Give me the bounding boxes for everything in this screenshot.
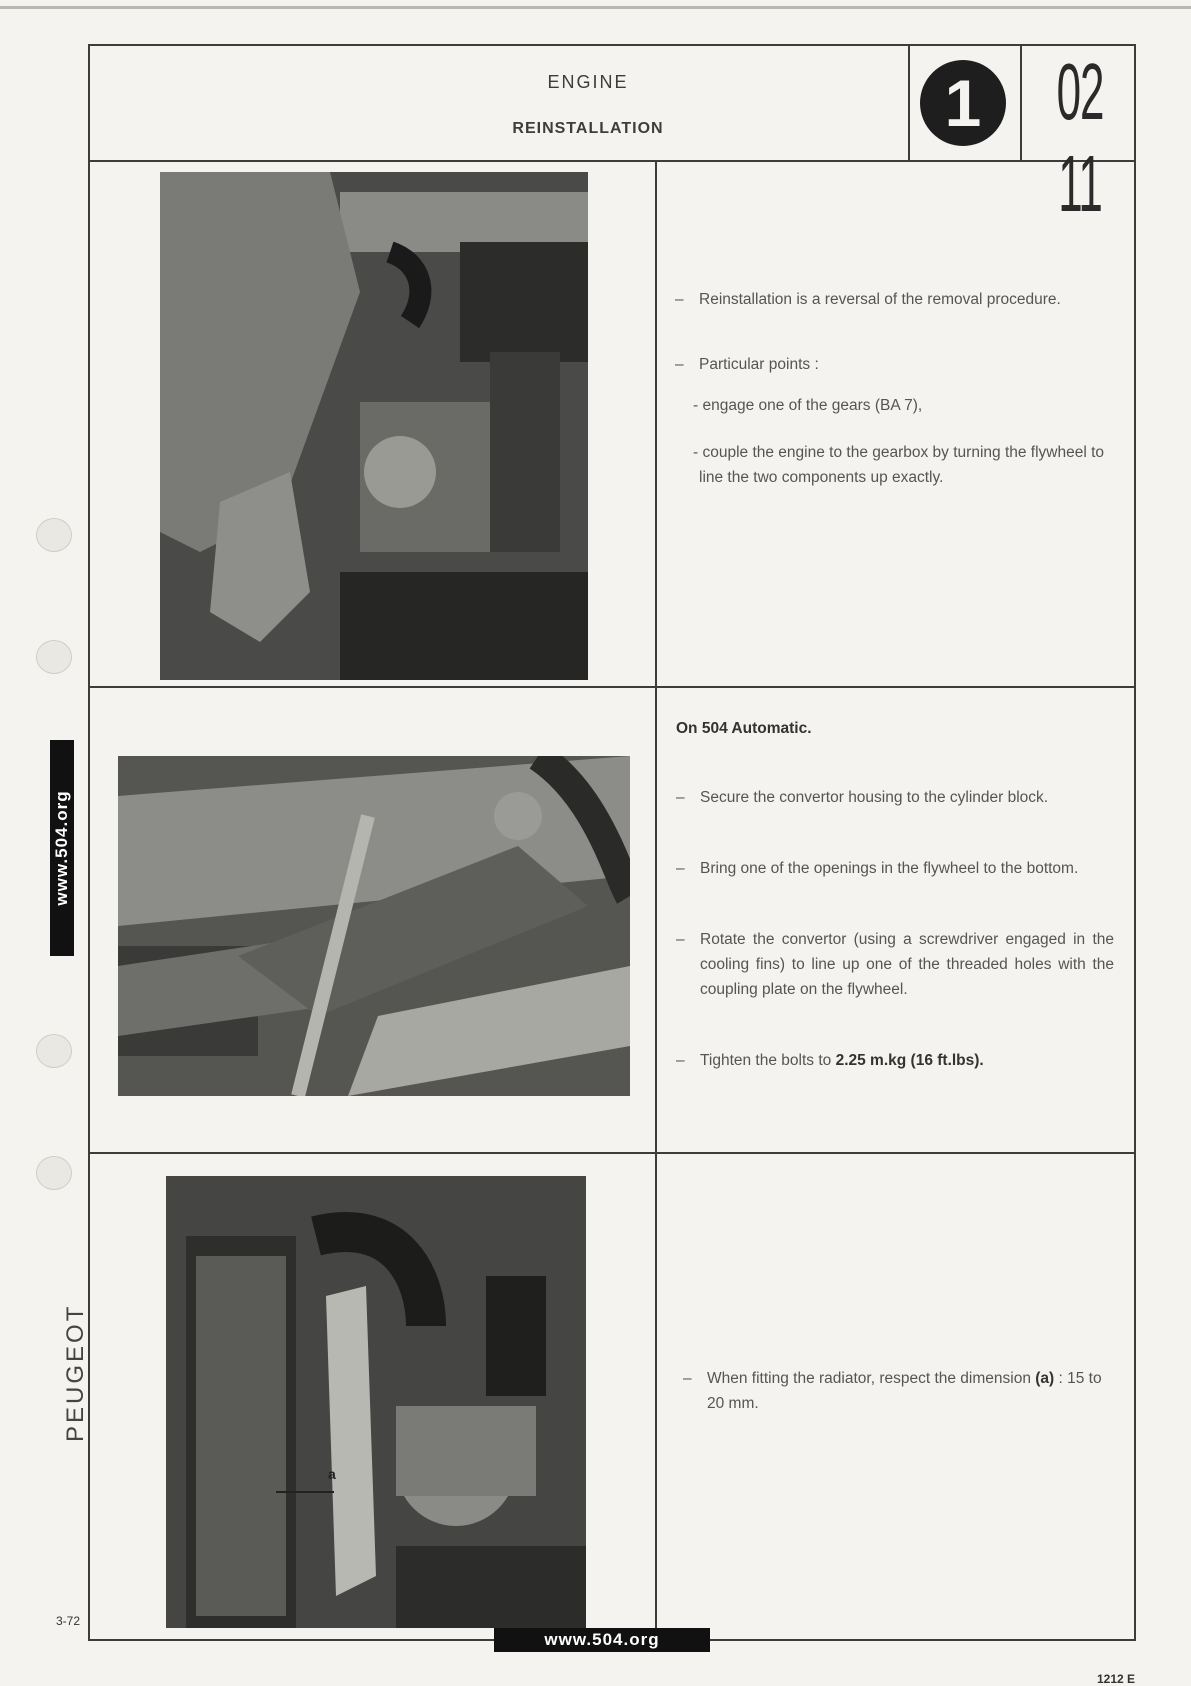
row-divider-1 xyxy=(88,686,1136,688)
side-watermark-text: www.504.org xyxy=(52,790,71,906)
column-divider xyxy=(655,162,657,1641)
section-2-item-3: – Rotate the convertor (using a screwdriver engaged in the cooling fins) to line up one of the threaded holes with the coupling plate on the flywheel. xyxy=(676,927,1114,1002)
side-watermark xyxy=(50,740,74,956)
chapter-number: 1 xyxy=(920,60,1006,146)
document-reference: 1212 E xyxy=(1097,1672,1136,1686)
section-1-item-4: - couple the engine to the gearbox by turning the flywheel to line the two components up exactly. xyxy=(693,444,1105,486)
section-code: 02 11 xyxy=(1056,47,1104,228)
page-top-edge xyxy=(0,6,1191,9)
bottom-watermark: www.504.org xyxy=(494,1628,710,1652)
section-code-box xyxy=(1020,44,1136,228)
section-2-heading: On 504 Automatic. xyxy=(676,720,812,737)
chapter-box xyxy=(908,44,1022,162)
row-divider-2 xyxy=(88,1152,1136,1154)
section-1-item-2: – Particular points : xyxy=(675,352,1110,377)
photo-convertor-housing xyxy=(118,756,630,1096)
section-1-item-3: - engage one of the gears (BA 7), xyxy=(693,397,923,414)
section-1-text xyxy=(675,287,1110,490)
section-1-item-1: – Reinstallation is a reversal of the removal procedure. xyxy=(675,287,1110,312)
section-3-item-1 xyxy=(683,1366,1117,1416)
side-brand: PEUGEOT xyxy=(62,1303,89,1442)
section-3-item-1-text: When fitting the radiator, respect the dimension xyxy=(707,1370,1036,1387)
section-2-text xyxy=(676,716,1114,1073)
section-2-torque-value: 2.25 m.kg (16 ft.lbs). xyxy=(835,1052,984,1069)
section-3-text xyxy=(683,1366,1117,1416)
section-2-item-1: – Secure the convertor housing to the cylinder block. xyxy=(676,785,1114,810)
page-number: 3-72 xyxy=(56,1614,81,1628)
section-3-dimension-value: : 15 to 20 mm. xyxy=(707,1370,1102,1412)
header-subtitle: REINSTALLATION xyxy=(512,120,664,137)
photo-engine-installation xyxy=(160,172,588,680)
dimension-label-a: a xyxy=(328,1466,336,1482)
section-2-item-4 xyxy=(676,1048,1114,1073)
section-2-item-4-text: Tighten the bolts to xyxy=(700,1052,836,1069)
section-3-dimension-ref: (a) xyxy=(1035,1370,1055,1387)
section-2-item-2: – Bring one of the openings in the flywheel to the bottom. xyxy=(676,856,1114,881)
header-title: ENGINE xyxy=(547,72,629,92)
photo-radiator-fitting xyxy=(166,1176,586,1628)
